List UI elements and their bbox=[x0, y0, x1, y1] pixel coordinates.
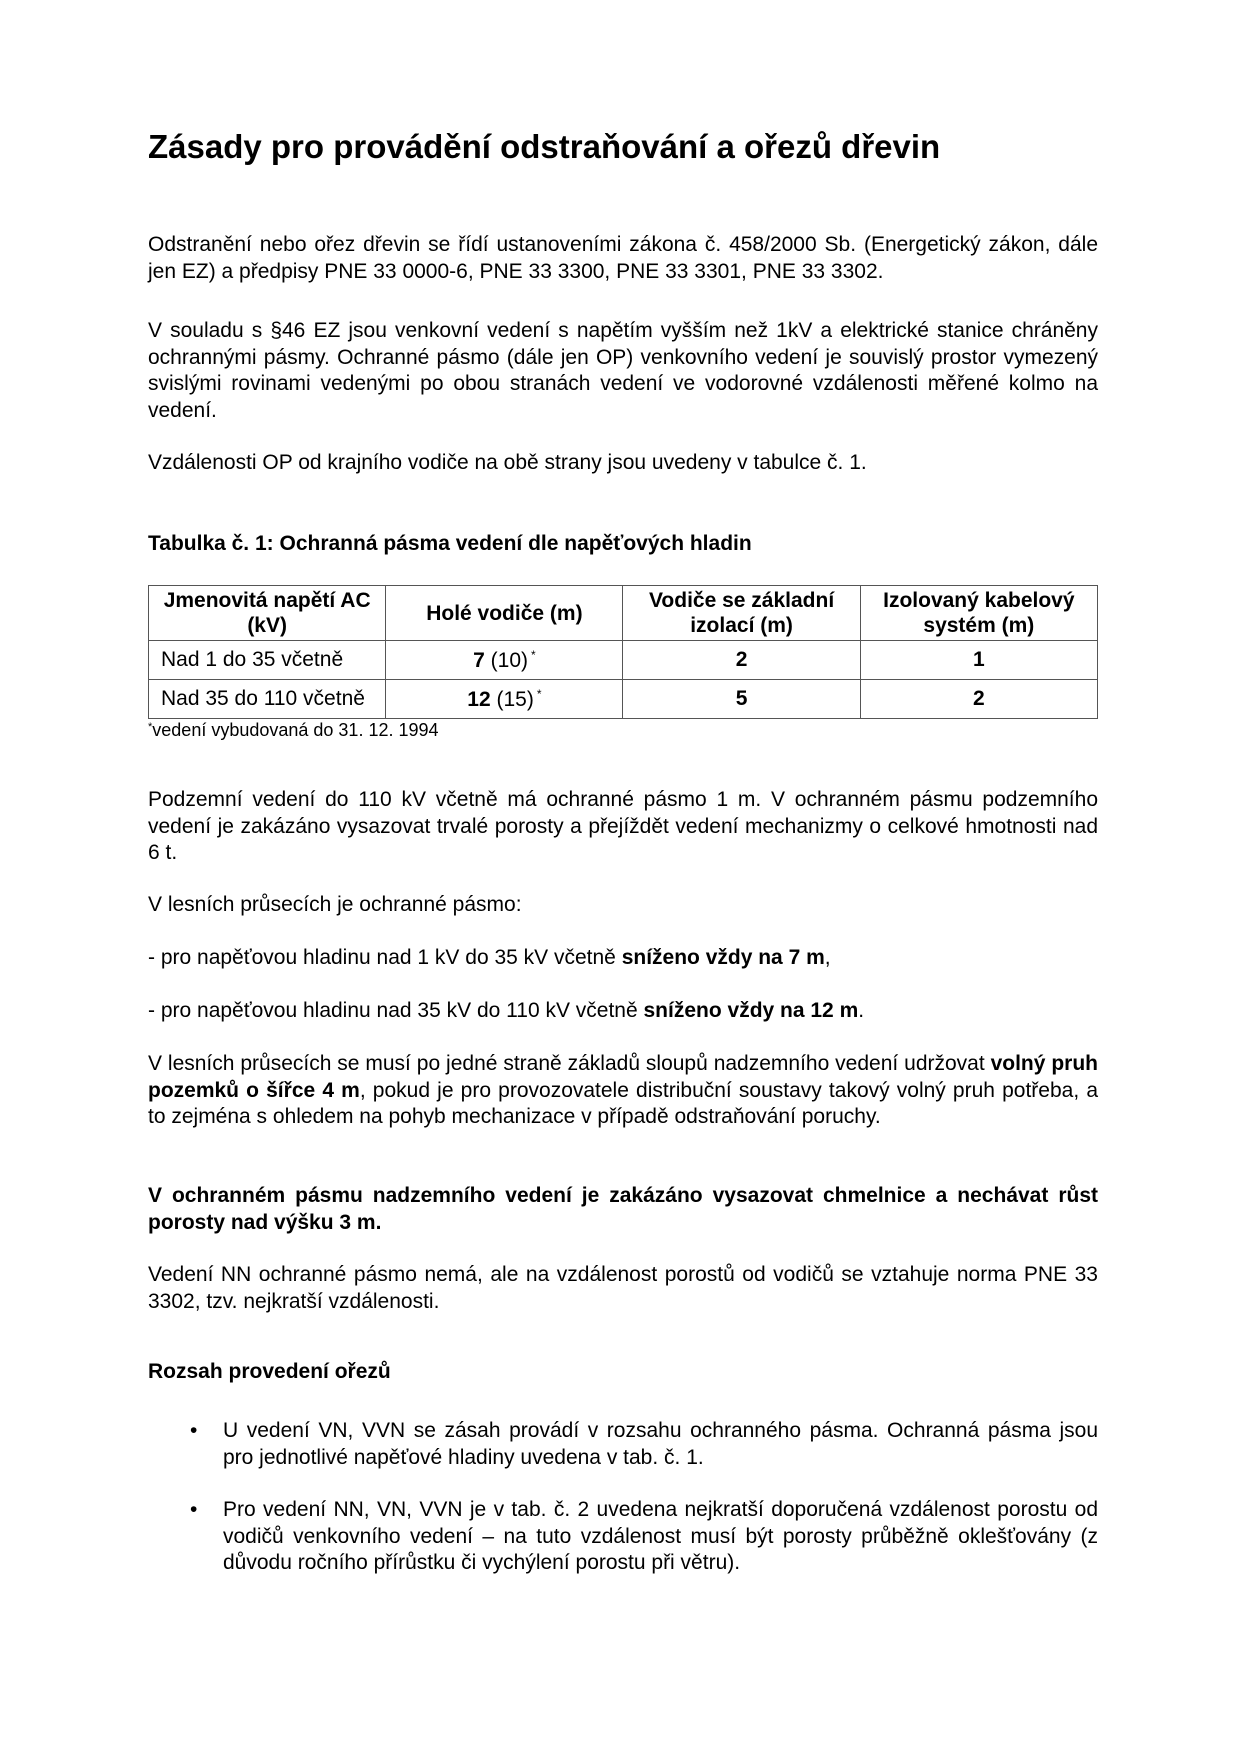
cell-voltage: Nad 1 do 35 včetně bbox=[149, 641, 386, 680]
bullet-list bbox=[148, 1418, 1098, 1577]
cell-bare-old: (15) bbox=[496, 687, 534, 711]
document-title: Zásady pro provádění odstraňování a ořezů dřevin bbox=[148, 128, 941, 165]
table-row bbox=[149, 641, 1098, 680]
paragraph-forest-35kv bbox=[148, 945, 1098, 972]
protection-zones-table bbox=[148, 585, 1098, 719]
footnote-marker: * bbox=[148, 721, 153, 733]
cell-cable: 1 bbox=[860, 641, 1097, 680]
section-heading: Rozsah provedení ořezů bbox=[148, 1360, 391, 1383]
paragraph-free-strip bbox=[148, 1051, 1098, 1131]
footnote-text: vedení vybudovaná do 31. 12. 1994 bbox=[152, 720, 439, 740]
text: . bbox=[858, 999, 865, 1022]
paragraph-low-voltage: Vedení NN ochranné pásmo nemá, ale na vzdálenost porostů od vodičů se vztahuje norma PNE 33 3302, tzv. nejkratší vzdálenosti. bbox=[148, 1263, 1098, 1313]
cell-voltage: Nad 35 do 110 včetně bbox=[149, 680, 386, 719]
bullet-icon: • bbox=[190, 1498, 198, 1521]
paragraph-legal-basis: Odstranění nebo ořez dřevin se řídí ustanoveními zákona č. 458/2000 Sb. (Energetický zákon, dále jen EZ) a předpisy PNE 33 0000-6, PNE 33 3300, PNE 33 3301, PNE 33 3302. bbox=[148, 233, 1098, 283]
cell-bare-main: 12 bbox=[467, 687, 491, 711]
bullet-icon: • bbox=[190, 1419, 198, 1442]
paragraph-underground: Podzemní vedení do 110 kV včetně má ochranné pásmo 1 m. V ochranném pásmu podzemního vedení je zakázáno vysazovat trvalé porosty a přejíždět vedení mechanizmy o celkové hmotnosti nad 6 t. bbox=[148, 788, 1098, 864]
cell-basic: 5 bbox=[623, 680, 860, 719]
cell-bare bbox=[386, 641, 623, 680]
list-item-text: Pro vedení NN, VN, VVN je v tab. č. 2 uvedena nejkratší doporučená vzdálenost porostu od vodičů venkovního vedení – na tuto vzdálenost musí být porosty průběžně oklešťovány (z důvodu ročního přírůstku či vychýlení porostu při větru). bbox=[223, 1498, 1098, 1574]
cell-bare bbox=[386, 680, 623, 719]
text: , pokud je pro provozovatele distribuční soustavy takový volný pruh potřeba, a to zejména s ohledem na pohyb mechanizace v případě odstraňování poruchy. bbox=[148, 1078, 1098, 1128]
text: - pro napěťovou hladinu nad 35 kV do 110 kV včetně bbox=[148, 999, 644, 1022]
cell-bare-main: 7 bbox=[473, 648, 485, 672]
column-header-basic-insulation: Vodiče se základní izolací (m) bbox=[623, 586, 860, 641]
emphasis: volný pruh pozemků o šířce 4 m bbox=[148, 1052, 1099, 1102]
table-row bbox=[149, 680, 1098, 719]
table-header-row bbox=[149, 586, 1098, 641]
emphasis: sníženo vždy na 7 m bbox=[621, 946, 825, 969]
text: , bbox=[824, 946, 831, 969]
emphasis: V ochranném pásmu nadzemního vedení je zakázáno vysazovat chmelnice a nechávat růst porosty nad výšku 3 m. bbox=[148, 1184, 1098, 1234]
column-header-voltage: Jmenovitá napětí AC (kV) bbox=[149, 586, 386, 641]
paragraph-distances-ref: Vzdálenosti OP od krajního vodiče na obě strany jsou uvedeny v tabulce č. 1. bbox=[148, 451, 867, 474]
paragraph-prohibition bbox=[148, 1183, 1098, 1236]
text: - pro napěťovou hladinu nad 1 kV do 35 kV včetně bbox=[148, 946, 622, 969]
cell-cable: 2 bbox=[860, 680, 1097, 719]
footnote-marker: * bbox=[531, 647, 536, 662]
list-item bbox=[148, 1418, 1098, 1471]
cell-basic: 2 bbox=[623, 641, 860, 680]
text: V lesních průsecích se musí po jedné straně základů sloupů nadzemního vedení udržovat bbox=[148, 1052, 991, 1075]
list-item bbox=[148, 1497, 1098, 1577]
paragraph-forest-110kv bbox=[148, 998, 1098, 1025]
column-header-bare: Holé vodiče (m) bbox=[386, 586, 623, 641]
footnote-marker: * bbox=[536, 686, 542, 701]
table-caption: Tabulka č. 1: Ochranná pásma vedení dle napěťových hladin bbox=[148, 532, 752, 555]
emphasis: sníženo vždy na 12 m bbox=[643, 999, 859, 1022]
paragraph-protection-zone: V souladu s §46 EZ jsou venkovní vedení s napětím vyšším než 1kV a elektrické stanice chráněny ochrannými pásmy. Ochranné pásmo (dále jen OP) venkovního vedení je souvislý prostor vymezený svislými rovinami vedenými po obou stranách vedení ve vodorovné vzdálenosti měřené kolmo na vedení. bbox=[148, 319, 1098, 422]
paragraph-forest-intro: V lesních průsecích je ochranné pásmo: bbox=[148, 893, 522, 916]
cell-bare-old: (10) bbox=[490, 648, 528, 672]
column-header-cable-system: Izolovaný kabelový systém (m) bbox=[860, 586, 1097, 641]
table-footnote bbox=[148, 720, 439, 741]
list-item-text: U vedení VN, VVN se zásah provádí v rozsahu ochranného pásma. Ochranná pásma jsou pro jednotlivé napěťové hladiny uvedena v tab. č. 1. bbox=[223, 1419, 1098, 1469]
